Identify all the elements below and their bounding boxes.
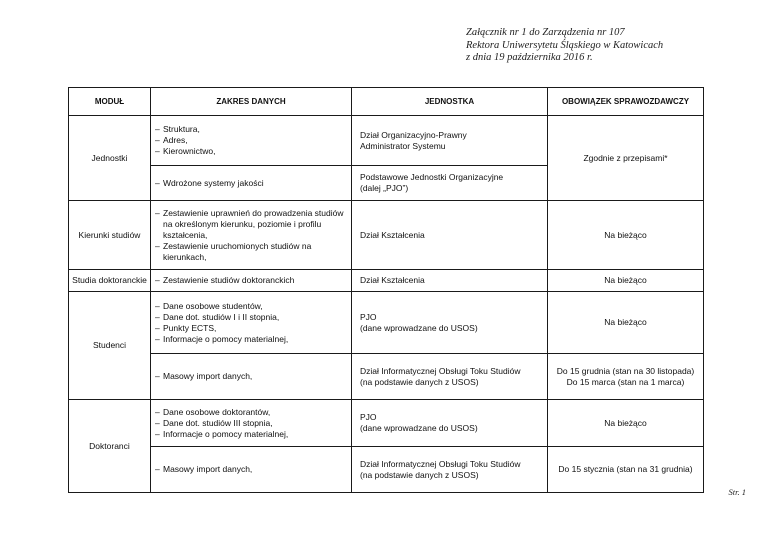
unit-line: (na podstawie danych z USOS) — [360, 469, 479, 480]
unit-cell: Dział Kształcenia — [352, 270, 548, 292]
list-item: – Dane osobowe doktorantów, — [155, 407, 347, 418]
obligation-cell — [548, 292, 704, 354]
unit-cell — [352, 116, 548, 166]
scope-list — [155, 124, 347, 157]
scope-list — [155, 275, 347, 286]
table-row — [69, 116, 704, 166]
header-obowiazek: OBOWIĄZEK SPRAWOZDAWCZY — [548, 88, 704, 116]
header-line-3: z dnia 19 października 2016 r. — [466, 52, 593, 63]
unit-cell — [352, 354, 548, 400]
unit-line: (dalej „PJO”) — [360, 183, 409, 193]
unit-cell — [352, 400, 548, 447]
list-item: – Zestawienie studiów doktoranckich — [155, 275, 347, 286]
obligation-line: Do 15 stycznia (stan na 31 grudnia) — [558, 464, 693, 474]
obligation-cell: Na bieżąco — [548, 201, 704, 270]
obligation-cell: Na bieżąco — [548, 270, 704, 292]
header-jednostka: JEDNOSTKA — [352, 88, 548, 116]
module-cell: Doktoranci — [69, 400, 151, 493]
unit-cell — [352, 292, 548, 354]
scope-cell — [151, 354, 352, 400]
list-item: – Informacje o pomocy materialnej, — [155, 429, 347, 440]
obligation-cell — [548, 354, 704, 400]
list-item: – Masowy import danych, — [155, 464, 347, 475]
table-row — [69, 447, 704, 493]
list-item: – Masowy import danych, — [155, 371, 347, 382]
unit-line: Administrator Systemu — [360, 140, 446, 151]
reporting-table — [68, 87, 704, 493]
page-number: Str. 1 — [728, 487, 746, 497]
module-cell: Studia doktoranckie — [69, 270, 151, 292]
scope-cell — [151, 201, 352, 270]
header-modul: MODUŁ — [69, 88, 151, 116]
scope-cell — [151, 447, 352, 493]
unit-line: Dział Organizacyjno-Prawny — [360, 129, 467, 140]
scope-cell — [151, 166, 352, 201]
list-item: – Punkty ECTS, — [155, 323, 347, 334]
list-item: – Informacje o pomocy materialnej, — [155, 334, 347, 345]
unit-cell — [352, 166, 548, 201]
scope-list — [155, 301, 347, 345]
unit-line: (dane wprowadzane do USOS) — [360, 423, 478, 433]
unit-line: Podstawowe Jednostki Organizacyjne — [360, 172, 504, 182]
scope-list — [155, 178, 347, 189]
document-header — [466, 27, 663, 65]
table-row — [69, 400, 704, 447]
scope-cell — [151, 270, 352, 292]
scope-cell — [151, 400, 352, 447]
table-row — [69, 354, 704, 400]
unit-line: Dział Informatycznej Obsługi Toku Studiów — [360, 365, 521, 376]
unit-line: (na podstawie danych z USOS) — [360, 376, 479, 387]
header-line-2: Rektora Uniwersytetu Śląskiego w Katowicach — [466, 39, 664, 51]
module-cell: Studenci — [69, 292, 151, 400]
list-item: – Zestawienie uprawnień do prowadzenia studiów na określonym kierunku, poziomie i profilu kształcenia, — [155, 208, 347, 241]
unit-line: (dane wprowadzane do USOS) — [360, 322, 478, 333]
header-line-1: Załącznik nr 1 do Zarządzenia nr 107 — [466, 27, 625, 38]
list-item: – Zestawienie uruchomionych studiów na kierunkach, — [155, 241, 347, 263]
scope-list — [155, 464, 347, 475]
scope-list — [155, 371, 347, 382]
list-item: – Dane osobowe studentów, — [155, 301, 347, 312]
table-row — [69, 201, 704, 270]
list-item: – Dane dot. studiów III stopnia, — [155, 418, 347, 429]
module-cell: Kierunki studiów — [69, 201, 151, 270]
list-item: – Adres, — [155, 135, 347, 146]
list-item: – Kierownictwo, — [155, 146, 347, 157]
unit-line: Dział Informatycznej Obsługi Toku Studiów — [360, 458, 521, 469]
obligation-line: Na bieżąco — [604, 417, 647, 428]
obligation-line: Na bieżąco — [604, 317, 647, 327]
module-cell: Jednostki — [69, 116, 151, 201]
scope-cell — [151, 116, 352, 166]
unit-line: PJO — [360, 311, 377, 322]
scope-list — [155, 208, 347, 263]
obligation-cell — [548, 400, 704, 447]
list-item: – Struktura, — [155, 124, 347, 135]
unit-cell: Dział Kształcenia — [352, 201, 548, 270]
table-header-row — [69, 88, 704, 116]
table-row — [69, 292, 704, 354]
unit-line: PJO — [360, 412, 377, 422]
scope-cell — [151, 292, 352, 354]
obligation-cell: Zgodnie z przepisami* — [548, 116, 704, 201]
list-item: – Wdrożone systemy jakości — [155, 178, 347, 189]
scope-list — [155, 407, 347, 440]
unit-cell — [352, 447, 548, 493]
header-zakres: ZAKRES DANYCH — [151, 88, 352, 116]
list-item: – Dane dot. studiów I i II stopnia, — [155, 312, 347, 323]
obligation-line: Do 15 marca (stan na 1 marca) — [566, 376, 685, 387]
table-row — [69, 270, 704, 292]
obligation-line: Do 15 grudnia (stan na 30 listopada) — [556, 365, 695, 376]
obligation-cell — [548, 447, 704, 493]
